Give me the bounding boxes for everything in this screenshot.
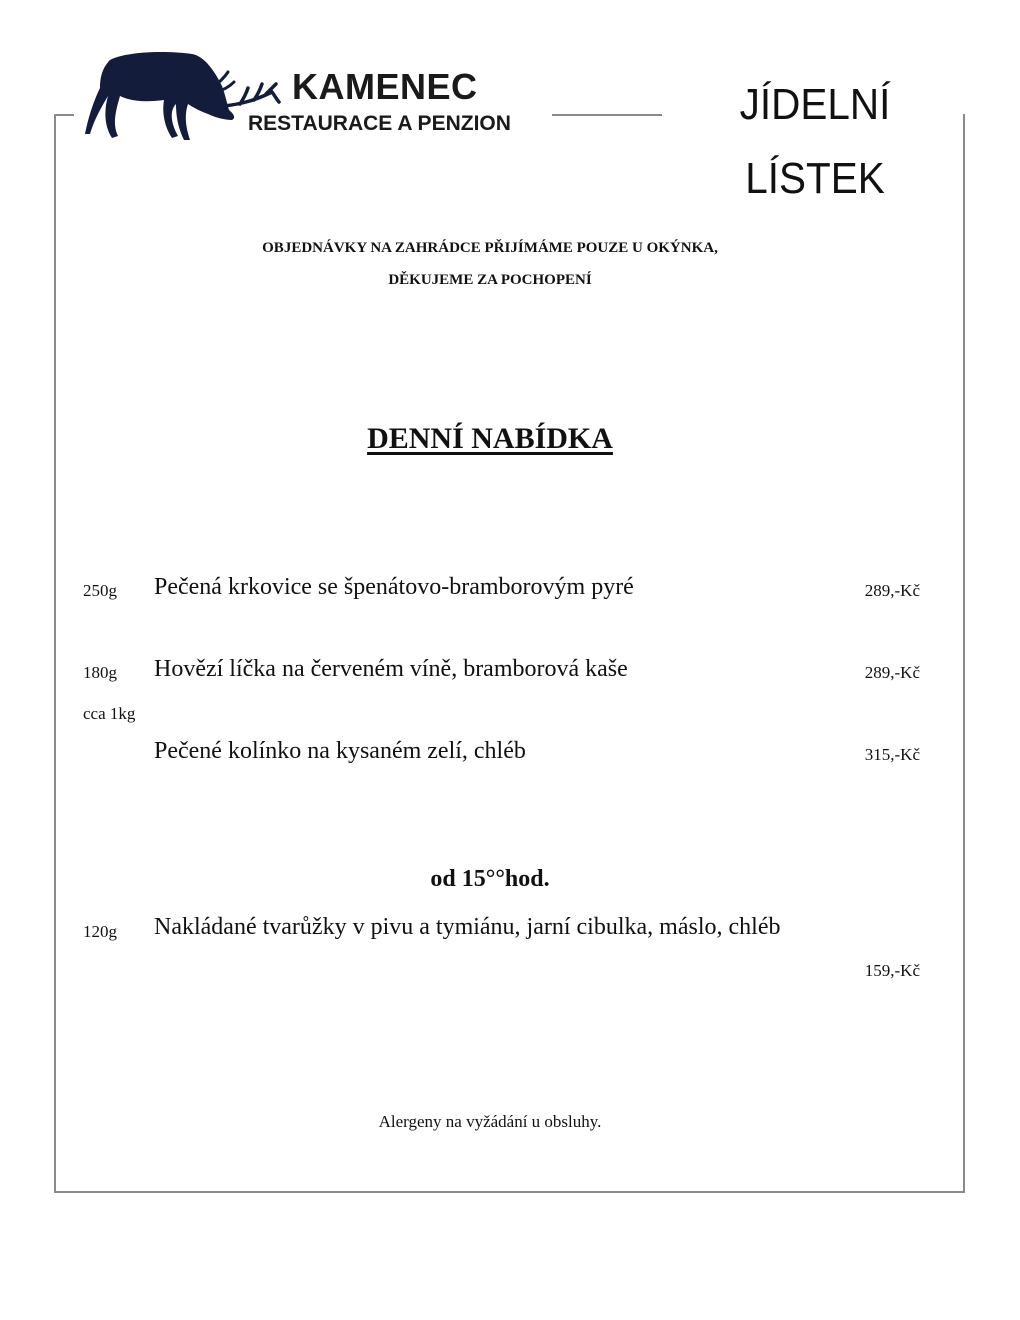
menu-title-line1: JÍDELNÍ: [739, 80, 891, 129]
item-price: 159,-Kč: [864, 961, 920, 980]
frame-right: [963, 114, 965, 1193]
item-name: Nakládané tvarůžky v pivu a tymiánu, jarní cibulka, máslo, chléb: [154, 914, 781, 940]
frame-top-left: [54, 114, 74, 116]
item-weight: 180g: [83, 663, 117, 682]
item-weight: cca 1kg: [83, 704, 136, 723]
item-weight: 120g: [83, 922, 117, 941]
frame-top-middle: [552, 114, 662, 116]
section-title: DENNÍ NABÍDKA: [367, 422, 613, 455]
frame-left: [54, 114, 56, 1193]
item-price: 289,-Kč: [864, 663, 920, 682]
item-price: 289,-Kč: [864, 581, 920, 600]
frame-bottom: [54, 1191, 965, 1193]
item-name: Hovězí líčka na červeném víně, bramborová kaše: [154, 656, 628, 682]
item-name: Pečené kolínko na kysaném zelí, chléb: [154, 738, 526, 764]
brand-subtitle: RESTAURACE A PENZION: [248, 112, 511, 135]
notice-line2: DĚKUJEME ZA POCHOPENÍ: [388, 272, 592, 288]
notice-line1: OBJEDNÁVKY NA ZAHRÁDCE PŘIJÍMÁME POUZE U OKÝNKA,: [262, 240, 718, 256]
afternoon-heading: od 15°°hod.: [430, 866, 550, 892]
brand-name: KAMENEC: [292, 66, 478, 107]
logo: [84, 48, 534, 148]
menu-title: [709, 68, 921, 216]
allergen-note: Alergeny na vyžádání u obsluhy.: [378, 1112, 602, 1131]
menu-title-line2: LÍSTEK: [745, 154, 885, 203]
item-weight: 250g: [83, 581, 117, 600]
item-name: Pečená krkovice se špenátovo-bramborovým pyré: [154, 574, 634, 600]
item-price: 315,-Kč: [864, 745, 920, 764]
